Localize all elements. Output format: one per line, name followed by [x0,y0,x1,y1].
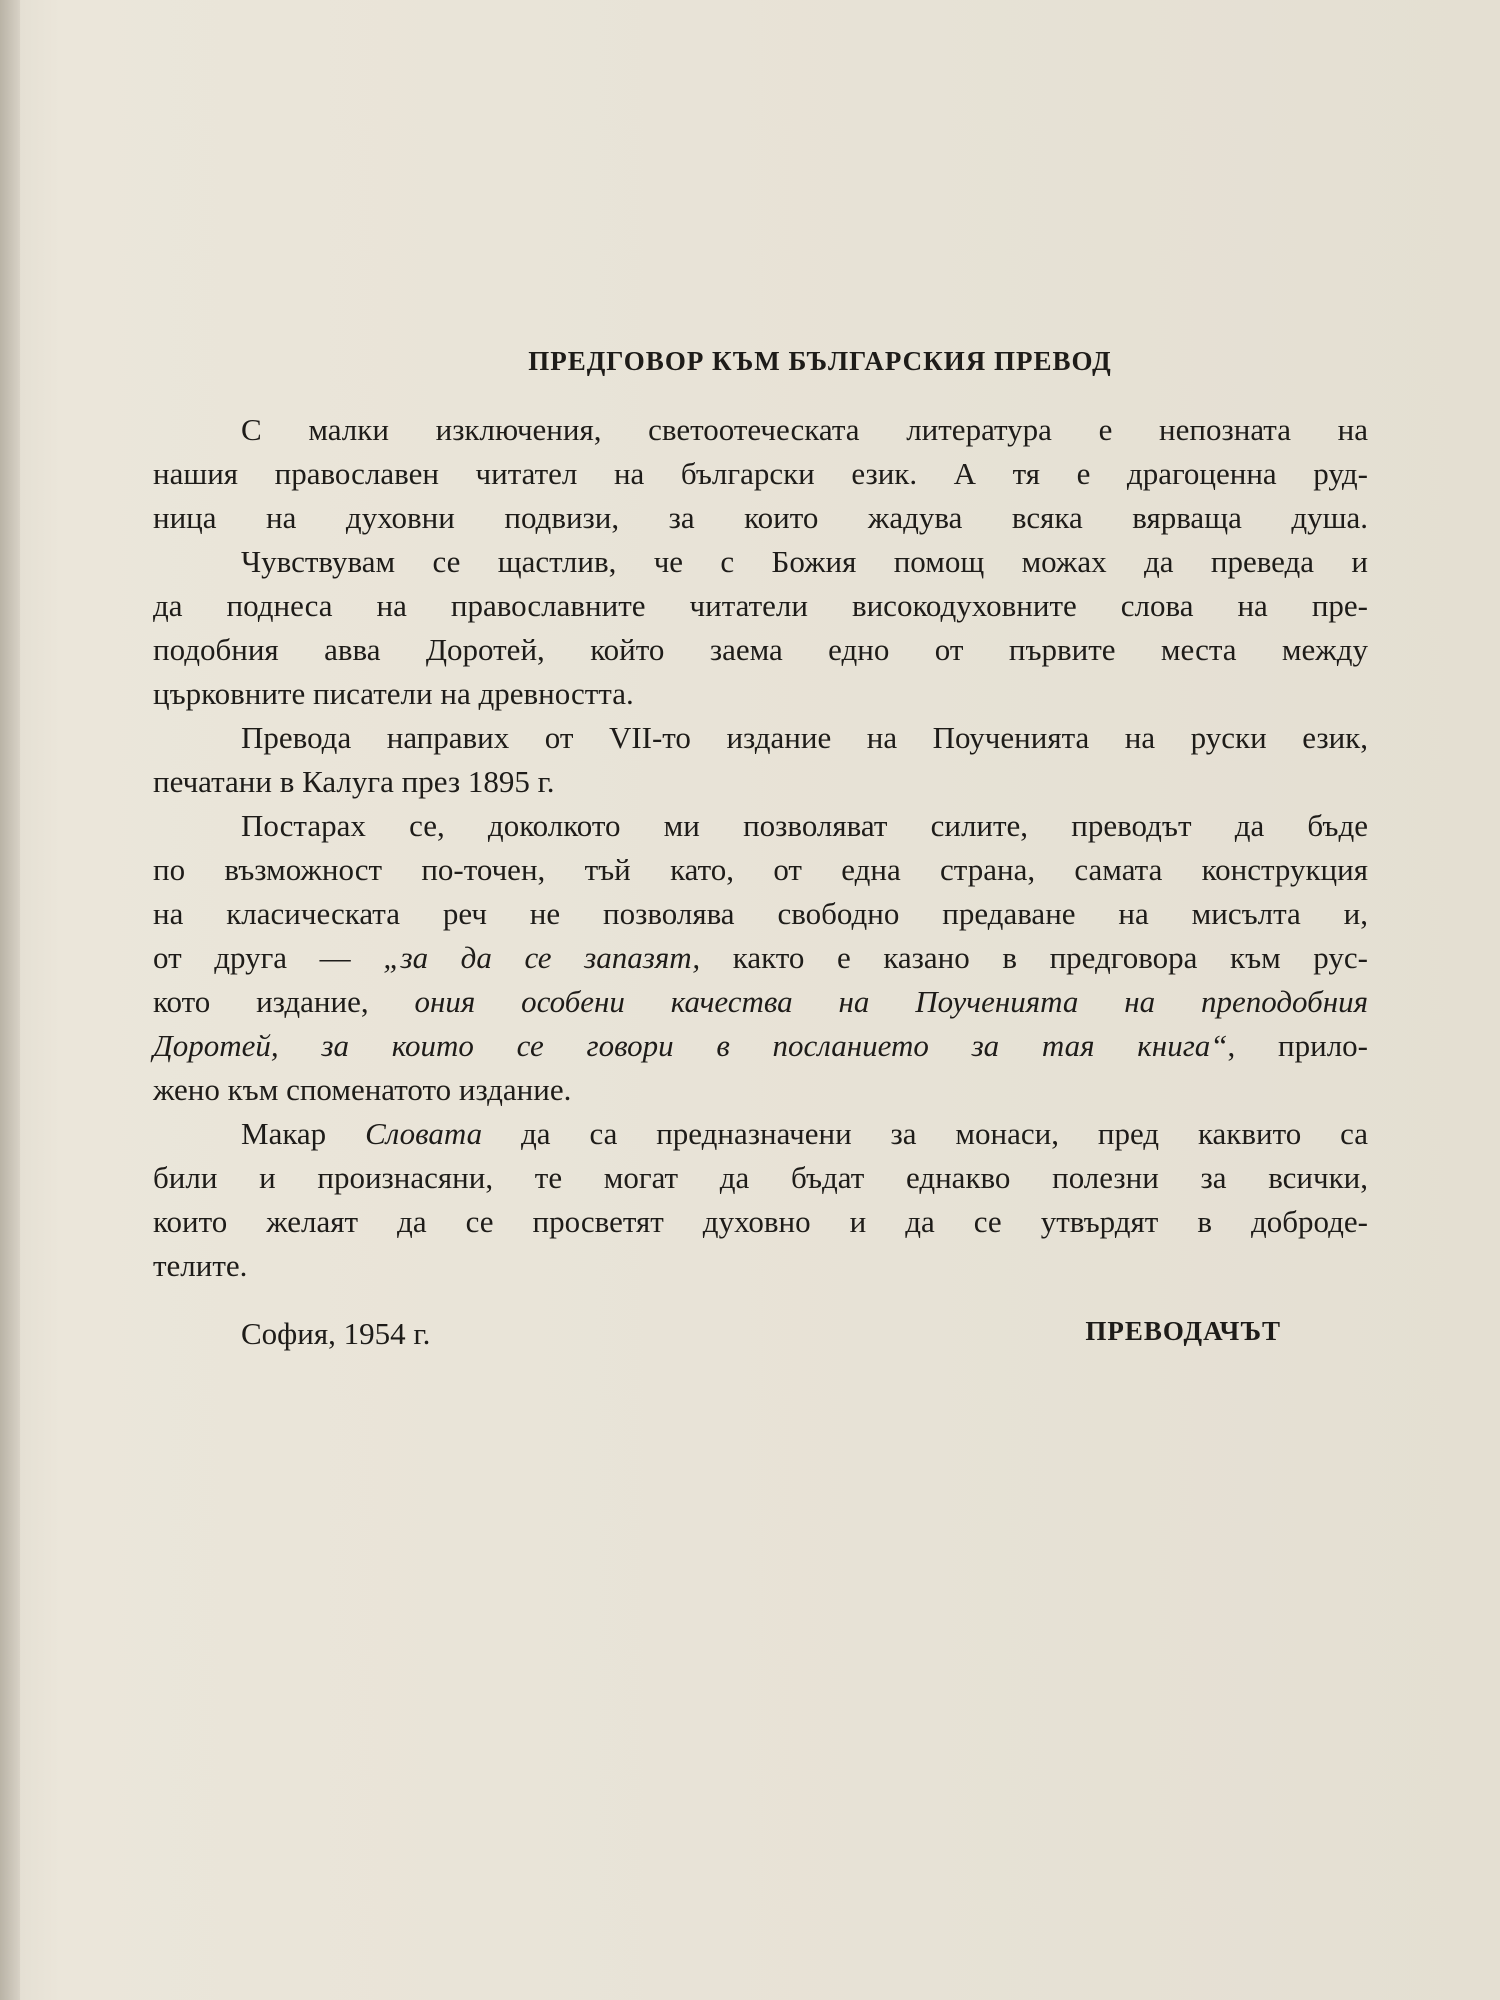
text-run: да са предназначени за монаси, пред каквито са [482,1116,1368,1151]
text-run: кото издание, [153,984,415,1019]
paragraph-1-line-1: С малки изключения, светоотеческата литература е непозната на [241,412,1368,447]
place-date: София, 1954 г. [241,1316,431,1351]
paragraph-2-line-3: подобния авва Доротей, който заема едно от първите места между [153,632,1368,667]
paragraph-1-line-2: нашия православен читател на български език. А тя е драгоценна руд- [153,456,1368,491]
text-run: както е казано в предговора към рус- [700,940,1368,975]
paragraph-4-line-7: жено към споменатото издание. [153,1072,572,1107]
paragraph-5-line-1 [153,1112,1368,1156]
text-run: , прило- [1227,1028,1368,1063]
paragraph-4-line-4 [153,936,1368,980]
paragraph-2-line-1: Чувствувам се щастлив, че с Божия помощ можах да преведа и [241,544,1368,579]
paragraph-3-line-1: Превода направих от VII-то издание на Поученията на руски език, [241,720,1368,755]
quote-run: Доротей, за които се говори в посланието за тая книга“ [153,1028,1228,1063]
italic-word: Словата [365,1116,483,1151]
text-run: Макар [241,1116,366,1151]
paragraph-5-line-4: телите. [153,1248,248,1283]
paragraph-2-line-4: църковните писатели на древността. [153,676,634,711]
preface-text [153,408,1368,1288]
paragraph-4-line-3: на класическата реч не позволява свободно предаване на мисълта и, [153,896,1368,931]
paragraph-4-line-2: по възможност по-точен, тъй като, от една страна, самата конструкция [153,852,1368,887]
paragraph-4-line-6 [153,1024,1368,1068]
quote-run: ония особени качества на Поученията на преподобния [414,984,1368,1019]
page-gutter [0,0,20,2000]
translator-signature: ПРЕВОДАЧЪТ [1085,1316,1281,1346]
quote-run: „за да се запазят, [383,940,701,975]
page-title: ПРЕДГОВОР КЪМ БЪЛГАРСКИЯ ПРЕВОД [528,346,1112,376]
paragraph-4-line-1: Постарах се, доколкото ми позволяват силите, преводът да бъде [241,808,1368,843]
paragraph-3-line-2: печатани в Калуга през 1895 г. [153,764,555,799]
paragraph-5-line-3: които желаят да се просветят духовно и да се утвърдят в доброде- [153,1204,1368,1239]
paragraph-5-line-2: били и произнасяни, те могат да бъдат еднакво полезни за всички, [153,1160,1368,1195]
paragraph-1-line-3: ница на духовни подвизи, за които жадува всяка вярваща душа. [153,500,1368,535]
text-run: от друга — [153,940,384,975]
paragraph-4-line-5 [153,980,1368,1024]
paragraph-2-line-2: да поднеса на православните читатели високодуховните слова на пре- [153,588,1368,623]
